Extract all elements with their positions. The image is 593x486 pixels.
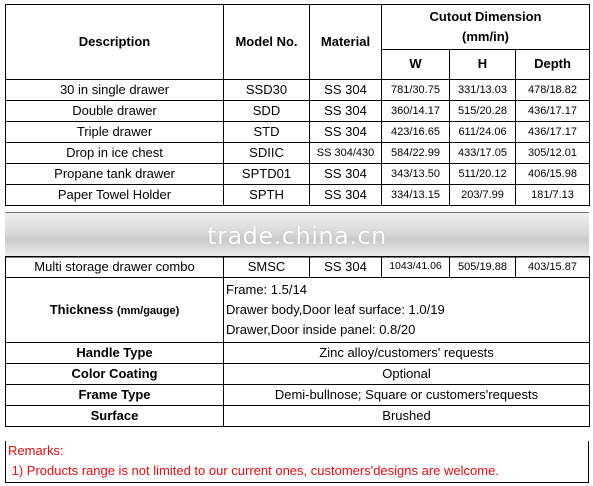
table-row	[6, 101, 590, 122]
thickness-line: Frame: 1.5/14	[226, 282, 307, 297]
cell-material: SS 304	[310, 257, 382, 278]
surface-value: Brushed	[224, 406, 590, 427]
header-model-no: Model No.	[224, 5, 310, 80]
frame-type-value: Demi-bullnose; Square or customers'requests	[224, 385, 590, 406]
cell-w: 1043/41.06	[382, 257, 450, 278]
cell-description: Drop in ice chest	[6, 143, 224, 164]
spec-row	[6, 406, 590, 427]
lower-section	[5, 256, 589, 427]
thickness-values	[224, 278, 590, 343]
cell-w: 343/13.50	[382, 164, 450, 185]
table-row	[6, 122, 590, 143]
surface-label: Surface	[6, 406, 224, 427]
thickness-row	[6, 278, 590, 343]
watermark-text: trade.china.cn	[207, 222, 387, 250]
thickness-line: Drawer,Door inside panel: 0.8/20	[226, 322, 416, 337]
cell-description: Double drawer	[6, 101, 224, 122]
dimensions-table	[5, 4, 590, 206]
spec-row	[6, 343, 590, 364]
cell-material: SS 304	[310, 101, 382, 122]
color-coating-label: Color Coating	[6, 364, 224, 385]
cell-description: Paper Towel Holder	[6, 185, 224, 206]
header-material: Material	[310, 5, 382, 80]
table-row	[6, 185, 590, 206]
cell-model: SPTH	[224, 185, 310, 206]
combo-row-table	[5, 256, 590, 278]
frame-type-label: Frame Type	[6, 385, 224, 406]
cell-material: SS 304/430	[310, 143, 382, 164]
cell-depth: 403/15.87	[516, 257, 590, 278]
cell-material: SS 304	[310, 185, 382, 206]
specification-table	[5, 278, 590, 427]
cell-depth: 436/17.17	[516, 122, 590, 143]
table-row	[6, 143, 590, 164]
cell-h: 203/7.99	[450, 185, 516, 206]
color-coating-value: Optional	[224, 364, 590, 385]
remarks-title: Remarks:	[8, 443, 64, 458]
cell-h: 515/20.28	[450, 101, 516, 122]
cell-h: 611/24.06	[450, 122, 516, 143]
header-description: Description	[6, 5, 224, 80]
cell-w: 423/16.65	[382, 122, 450, 143]
cell-h: 505/19.88	[450, 257, 516, 278]
cell-depth: 478/18.82	[516, 80, 590, 101]
cell-model: SMSC	[224, 257, 310, 278]
thickness-unit: (mm/gauge)	[116, 304, 180, 317]
handle-type-value: Zinc alloy/customers' requests	[224, 343, 590, 364]
cell-model: SPTD01	[224, 164, 310, 185]
cell-depth: 305/12.01	[516, 143, 590, 164]
remarks-box	[5, 441, 589, 483]
cutout-unit: (mm/in)	[462, 29, 509, 44]
cutout-title: Cutout Dimension	[429, 9, 542, 24]
cell-description: 30 in single drawer	[6, 80, 224, 101]
cell-material: SS 304	[310, 80, 382, 101]
cell-model: SDD	[224, 101, 310, 122]
thickness-label-cell	[6, 278, 224, 343]
product-spec-sheet	[5, 4, 589, 483]
cell-model: SDIIC	[224, 143, 310, 164]
spec-row	[6, 385, 590, 406]
cell-material: SS 304	[310, 122, 382, 143]
cell-h: 511/20.12	[450, 164, 516, 185]
cell-description: Triple drawer	[6, 122, 224, 143]
table-row	[6, 164, 590, 185]
cell-description: Multi storage drawer combo	[6, 257, 224, 278]
cell-model: SSD30	[224, 80, 310, 101]
spec-row	[6, 364, 590, 385]
cell-depth: 406/15.98	[516, 164, 590, 185]
cell-description: Propane tank drawer	[6, 164, 224, 185]
cell-h: 433/17.05	[450, 143, 516, 164]
handle-type-label: Handle Type	[6, 343, 224, 364]
cell-material: SS 304	[310, 164, 382, 185]
cell-model: STD	[224, 122, 310, 143]
thickness-line: Drawer body,Door leaf surface: 1.0/19	[226, 302, 445, 317]
cell-w: 781/30.75	[382, 80, 450, 101]
thickness-label: Thickness	[49, 301, 114, 317]
cell-depth: 181/7.13	[516, 185, 590, 206]
cell-depth: 436/17.17	[516, 101, 590, 122]
table-row	[6, 257, 590, 278]
header-depth: Depth	[516, 50, 590, 80]
remarks-text: 1) Products range is not limited to our current ones, customers'designs are welcome.	[8, 463, 499, 478]
cell-w: 334/13.15	[382, 185, 450, 206]
table-row	[6, 80, 590, 101]
header-h: H	[450, 50, 516, 80]
cell-w: 360/14.17	[382, 101, 450, 122]
header-cutout-dimension	[382, 5, 590, 50]
header-w: W	[382, 50, 450, 80]
cell-w: 584/22.99	[382, 143, 450, 164]
watermark-band	[5, 212, 589, 258]
cell-h: 331/13.03	[450, 80, 516, 101]
